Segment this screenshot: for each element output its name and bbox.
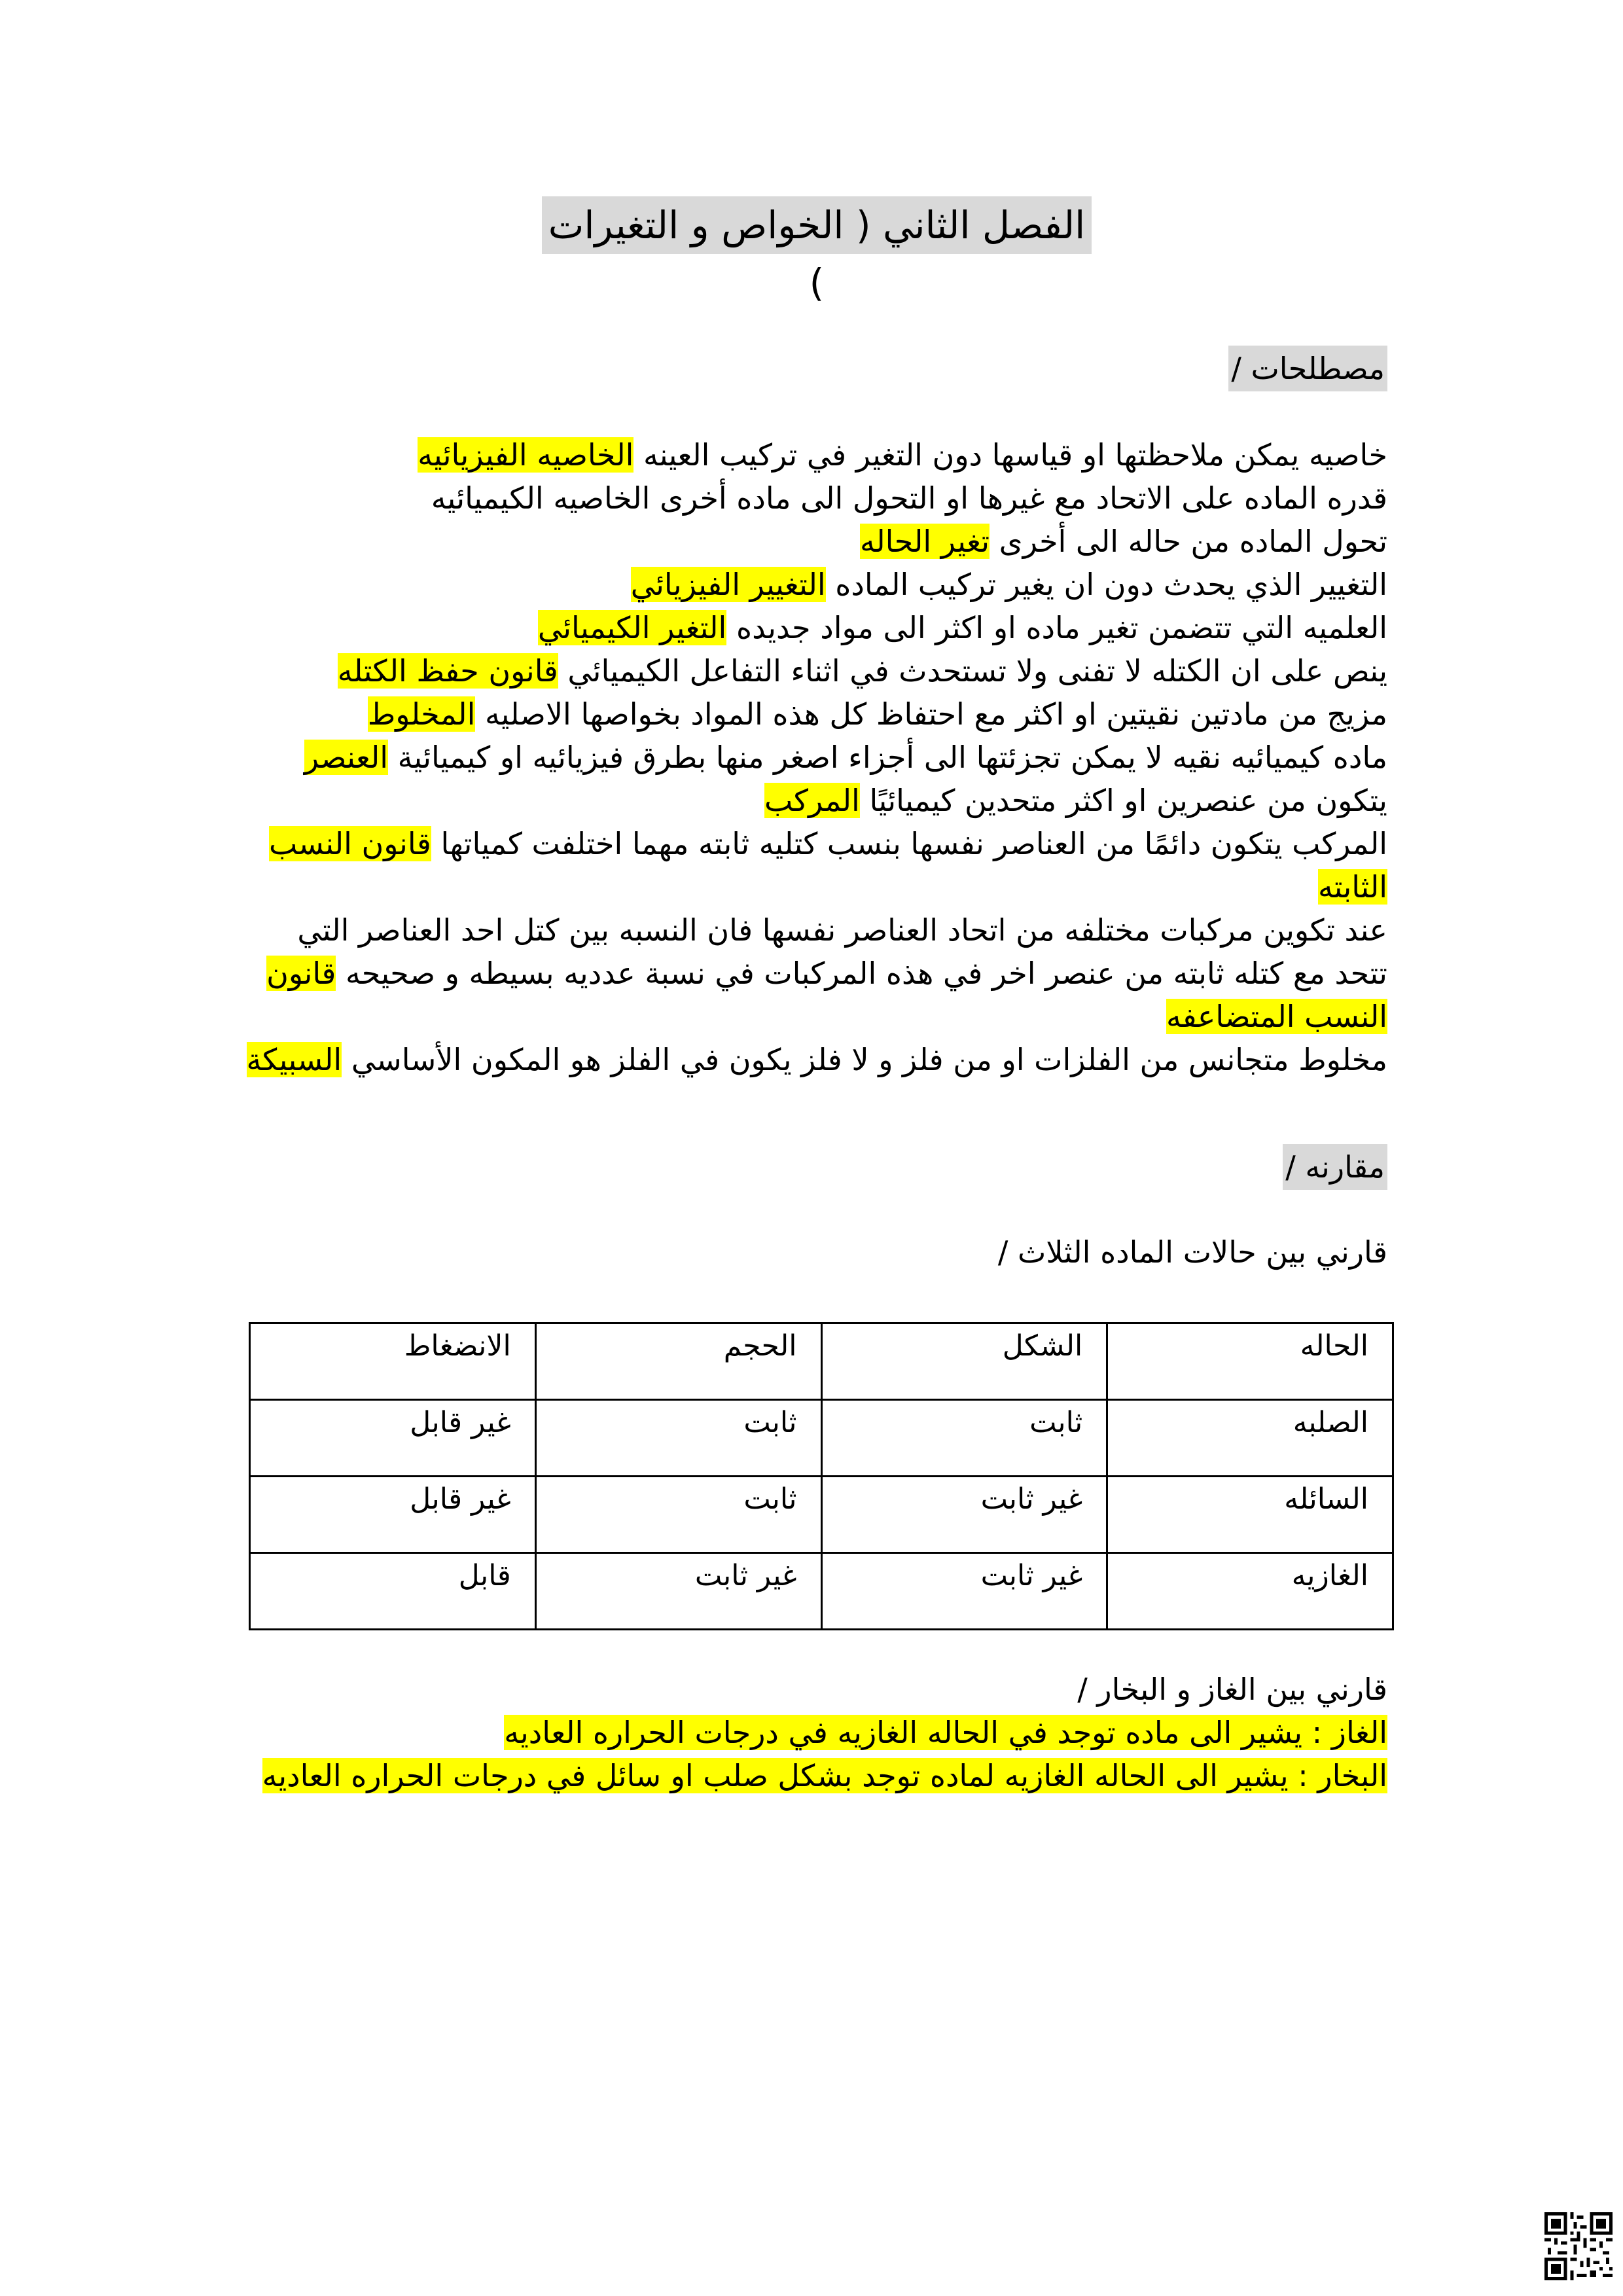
- table-cell: قابل: [250, 1553, 536, 1630]
- definition-term: قانون حفظ الكتله: [337, 653, 558, 689]
- definition-item: [262, 692, 1387, 736]
- table-header-cell: الحاله: [1107, 1323, 1393, 1400]
- definition-item: [262, 649, 1387, 692]
- table-cell: الغازيه: [1107, 1553, 1393, 1630]
- definition-term: التغير الكيميائي: [537, 610, 727, 645]
- definition-text: قدره الماده على الاتحاد مع غيرها او التحول الى ماده أخرى الخاصيه الكيميائيه: [431, 480, 1387, 516]
- definition-term: المركب: [764, 783, 860, 818]
- gas-vapor-section: [262, 1668, 1387, 1797]
- gas-definition: الغاز : يشير الى ماده توجد في الحاله الغازيه في درجات الحراره العاديه: [504, 1715, 1387, 1750]
- terms-heading: مصطلحات /: [1228, 346, 1387, 391]
- definition-term: قانون النسب المتضاعفه: [266, 956, 1387, 1034]
- definition-text: مخلوط متجانس من الفلزات او من فلز و لا فلز يكون في الفلز هو المكون الأساسي: [342, 1042, 1387, 1077]
- table-cell: السائله: [1107, 1477, 1393, 1553]
- definition-text: عند تكوين مركبات مختلفه من اتحاد العناصر نفسها فان النسبه بين كتل احد العناصر التي تتحد مع كتله ثابته من عنصر اخر في هذه المركبات في نسبة عدديه بسيطه و صحيحه: [297, 912, 1387, 991]
- table-cell: غير قابل: [250, 1400, 536, 1477]
- definition-item: [246, 1038, 1387, 1081]
- table-header-cell: الشكل: [821, 1323, 1107, 1400]
- definition-term: الخاصيه الفيزيائيه: [418, 437, 634, 473]
- definition-text: تحول الماده من حاله الى أخرى: [990, 524, 1387, 559]
- definitions-list: [246, 433, 1387, 1081]
- definition-term: تغير الحاله: [860, 524, 990, 559]
- comparison-heading: مقارنه /: [1283, 1144, 1387, 1190]
- table-cell: غير ثابت: [535, 1553, 821, 1630]
- definition-term: التغيير الفيزيائي: [630, 567, 826, 602]
- definition-item: [262, 822, 1387, 908]
- definition-term: العنصر: [304, 740, 389, 775]
- table-cell: غير ثابت: [821, 1553, 1107, 1630]
- definition-item: [262, 433, 1387, 476]
- states-table: [249, 1322, 1394, 1630]
- definition-term: قانون النسب الثابته: [268, 826, 1387, 905]
- qr-code-icon: [1544, 2212, 1613, 2280]
- definition-item: [262, 563, 1387, 606]
- table-row: [250, 1400, 1393, 1477]
- vapor-definition: البخار : يشير الى الحاله الغازيه لماده توجد بشكل صلب او سائل في درجات الحراره العاديه: [262, 1758, 1387, 1793]
- definition-term: المخلوط: [367, 696, 476, 732]
- table-cell: غير ثابت: [821, 1477, 1107, 1553]
- definition-item: [262, 736, 1387, 779]
- table-row: [250, 1477, 1393, 1553]
- definition-item: [262, 908, 1387, 1038]
- definition-text: خاصيه يمكن ملاحظتها او قياسها دون التغير في تركيب العينه: [633, 437, 1387, 473]
- definition-text: المركب يتكون دائمًا من العناصر نفسها بنسب كتليه ثابته مهما اختلفت كمياتها: [431, 826, 1387, 861]
- page-title: الفصل الثاني ( الخواص و التغيرات ): [542, 196, 1092, 254]
- table-cell: ثابت: [535, 1477, 821, 1553]
- definition-text: ينص على ان الكتله لا تفنى ولا تستحدث في اثناء التفاعل الكيميائي: [558, 653, 1387, 689]
- definition-text: العلميه التي تتضمن تغير ماده او اكثر الى مواد جديده: [726, 610, 1387, 645]
- table-cell: ثابت: [535, 1400, 821, 1477]
- definition-text: ماده كيميائيه نقيه لا يمكن تجزئتها الى أجزاء اصغر منها بطرق فيزيائيه او كيميائية: [388, 740, 1387, 775]
- table-header-cell: الحجم: [535, 1323, 821, 1400]
- table-cell: ثابت: [821, 1400, 1107, 1477]
- table-header-row: [250, 1323, 1393, 1400]
- gas-vapor-question: قارني بين الغاز و البخار /: [1077, 1672, 1387, 1707]
- table-cell: الصلبه: [1107, 1400, 1393, 1477]
- definition-item: [262, 520, 1387, 563]
- definition-text: يتكون من عنصرين او اكثر متحدين كيميائيًا: [859, 783, 1387, 818]
- definition-text: مزيج من مادتين نقيتين او اكثر مع احتفاظ كل هذه المواد بخواصها الاصليه: [475, 696, 1387, 732]
- states-question: قارني بين حالات الماده الثلاث /: [997, 1234, 1387, 1270]
- table-cell: غير قابل: [250, 1477, 536, 1553]
- definition-item: [262, 476, 1387, 520]
- table-header-cell: الانضغاط: [250, 1323, 536, 1400]
- definition-term: السبيكة: [246, 1042, 342, 1077]
- definition-item: [262, 779, 1387, 822]
- definition-item: [262, 606, 1387, 649]
- table-row: [250, 1553, 1393, 1630]
- definition-text: التغيير الذي يحدث دون ان يغير تركيب الماده: [825, 567, 1387, 602]
